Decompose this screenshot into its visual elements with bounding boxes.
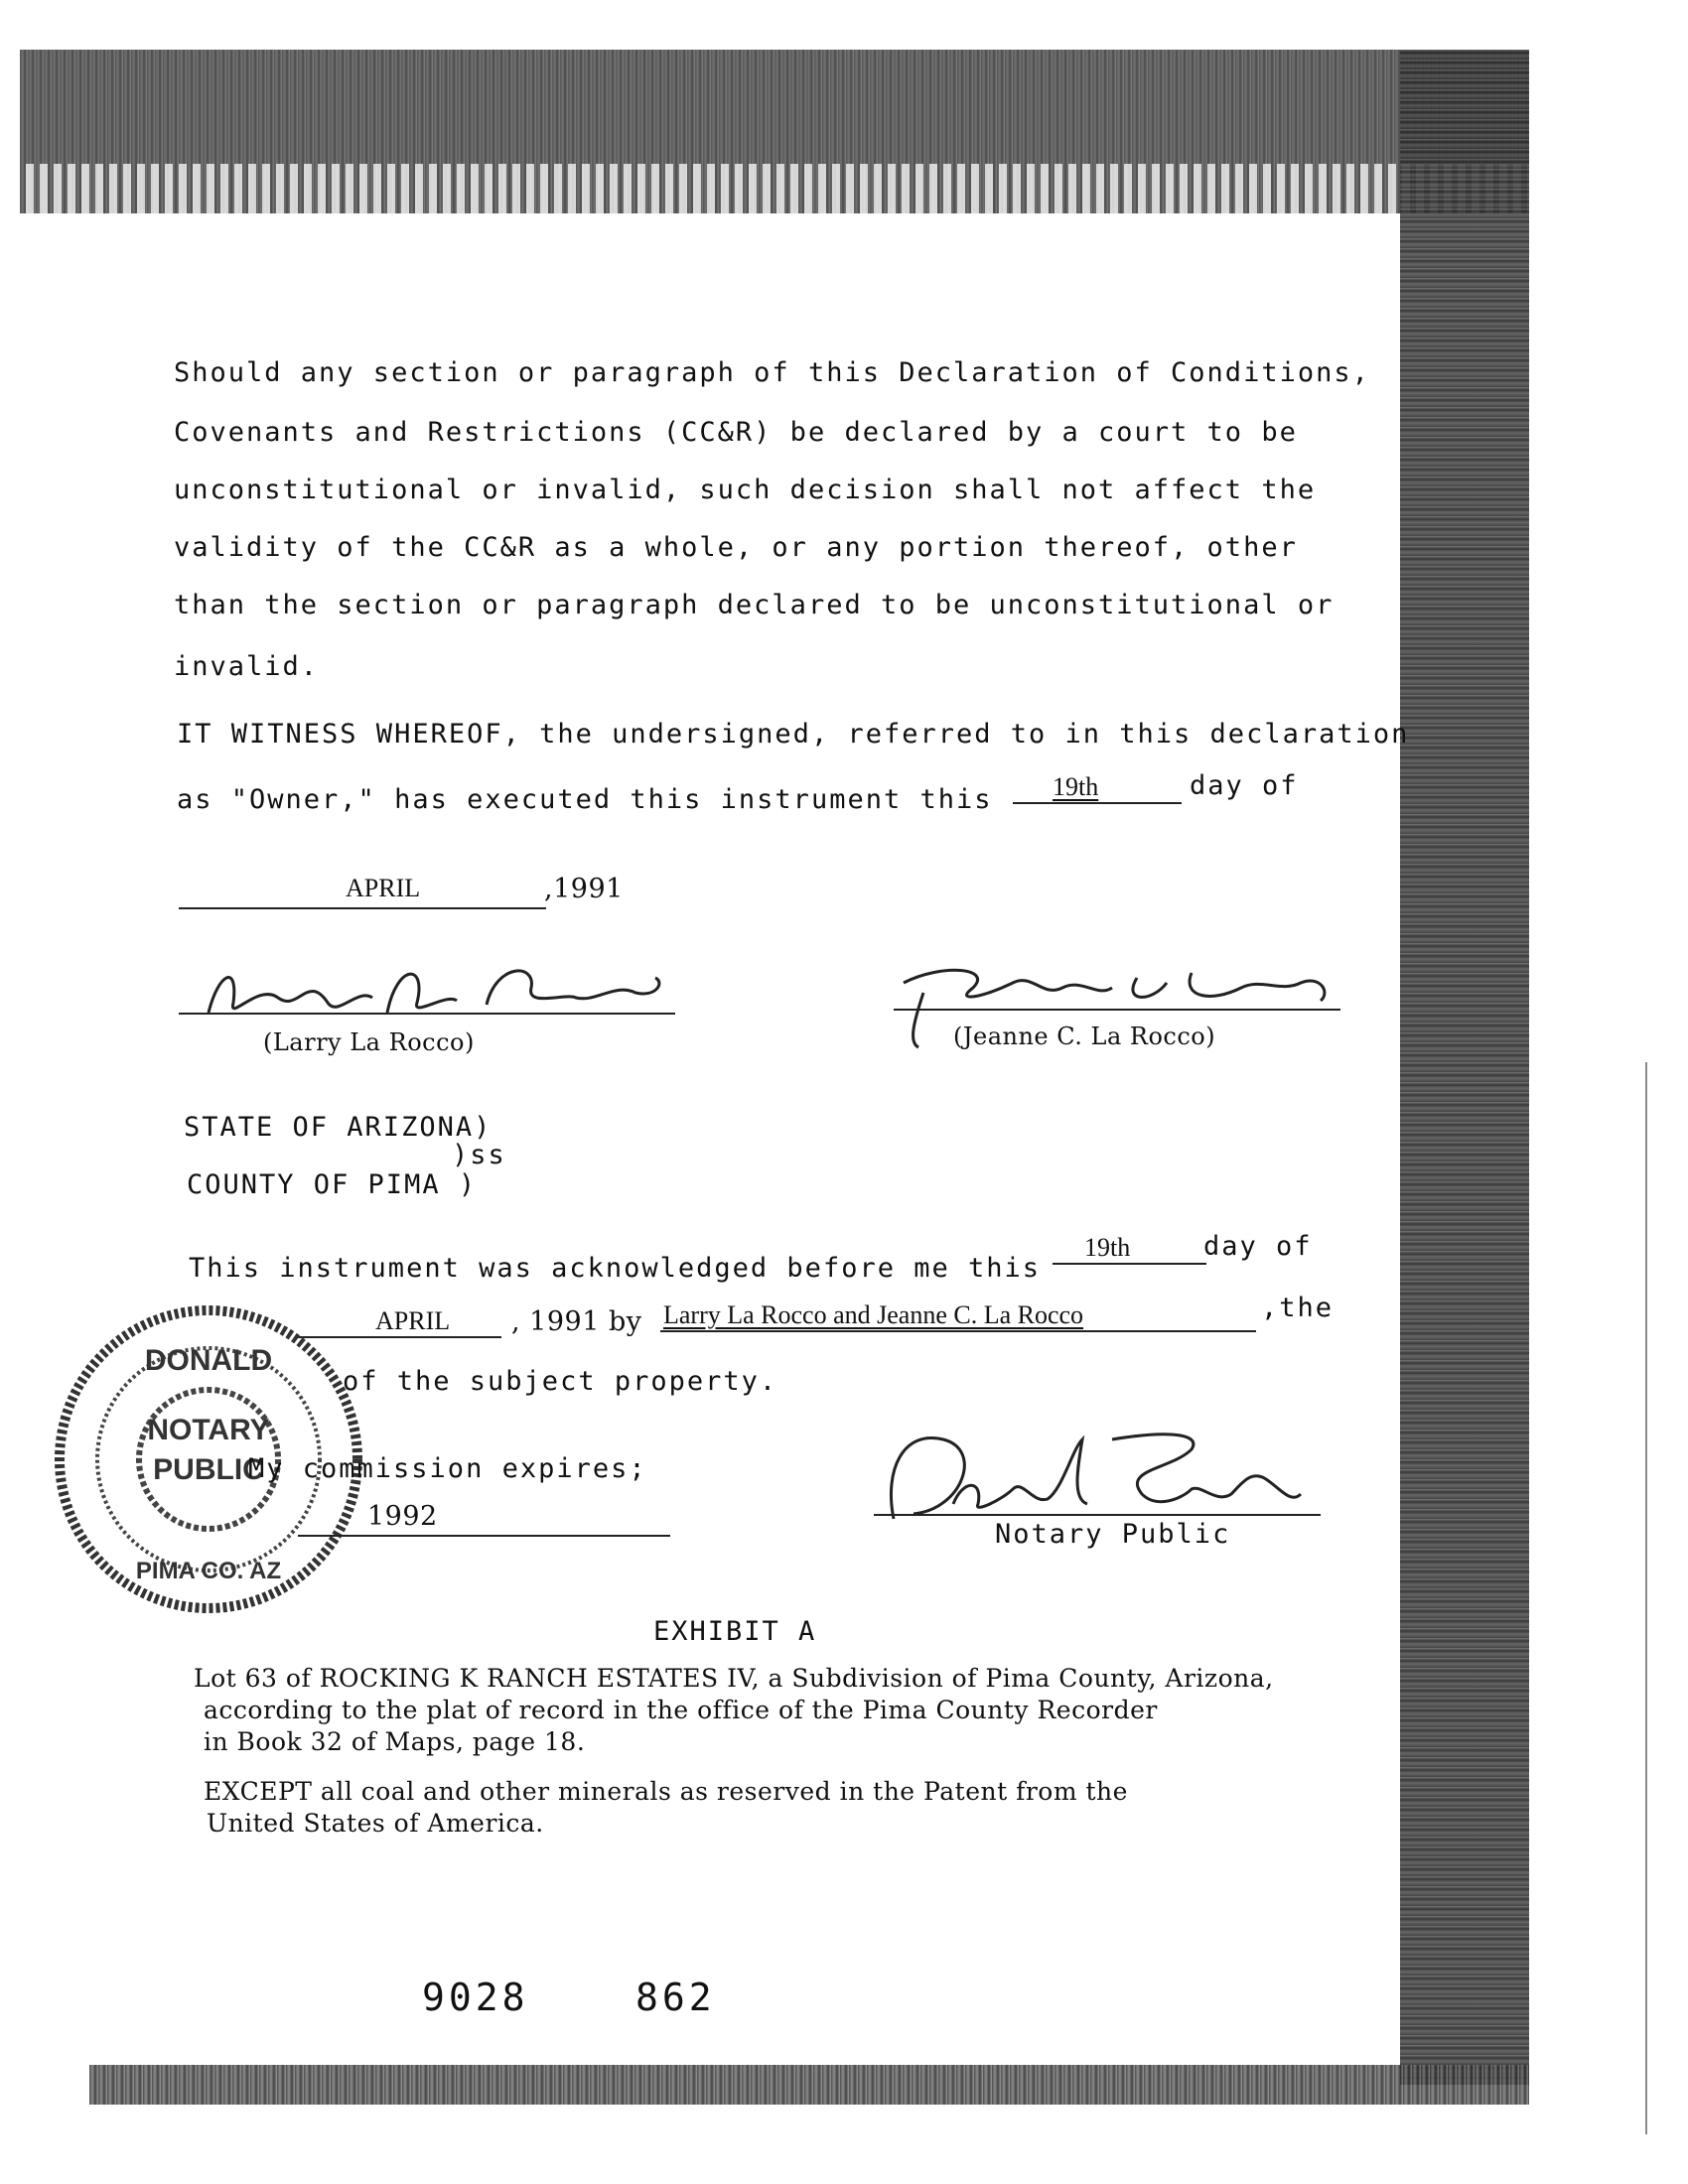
- exhibit-line: according to the plat of record in the office of the Pima County Recorder: [204, 1696, 1158, 1724]
- owner1-printed-name: (Larry La Rocco): [263, 1028, 475, 1056]
- paragraph-line: Should any section or paragraph of this Declaration of Conditions,: [174, 357, 1370, 388]
- scan-border-top: [20, 50, 1529, 213]
- paragraph-line: invalid.: [174, 651, 320, 682]
- ack-the: ,the: [1261, 1293, 1335, 1323]
- commission-date-underline: [298, 1535, 670, 1537]
- witness-month: APRIL: [346, 874, 421, 902]
- exhibit-heading: EXHIBIT A: [653, 1616, 817, 1647]
- scan-border-right: [1400, 50, 1529, 2085]
- recording-page: 862: [635, 1976, 716, 2019]
- ack-line-1-prefix: This instrument was acknowledged before me this: [189, 1253, 1042, 1284]
- ack-month: APRIL: [375, 1306, 451, 1335]
- venue-state: STATE OF ARIZONA): [184, 1112, 492, 1143]
- ack-day: 19th: [1084, 1233, 1131, 1262]
- seal-text-public: PUBLIC: [153, 1453, 264, 1486]
- owner1-signature-line: [179, 1013, 675, 1015]
- paragraph-line: unconstitutional or invalid, such decision shall not affect the: [174, 475, 1317, 505]
- exhibit-line: Lot 63 of ROCKING K RANCH ESTATES IV, a Subdivision of Pima County, Arizona,: [194, 1664, 1274, 1693]
- owner2-printed-name: (Jeanne C. La Rocco): [953, 1023, 1216, 1050]
- ack-names-underline: [660, 1330, 1256, 1332]
- witness-line-1: IT WITNESS WHEREOF, the undersigned, referred to in this declaration: [177, 719, 1410, 750]
- notary-title: Notary Public: [995, 1519, 1231, 1550]
- seal-text-notary: NOTARY: [147, 1414, 270, 1446]
- owner2-signature-line: [894, 1009, 1340, 1011]
- paragraph-line: Covenants and Restrictions (CC&R) be declared by a court to be: [174, 417, 1298, 448]
- seal-text-county: PIMA CO. AZ: [135, 1558, 282, 1584]
- witness-year: ,1991: [544, 874, 624, 904]
- seal-text-name: DONALD: [144, 1344, 273, 1377]
- commission-label: My commission expires;: [248, 1453, 647, 1484]
- ack-year-by: , 1991 by: [511, 1306, 642, 1337]
- paragraph-line: validity of the CC&R as a whole, or any portion thereof, other: [174, 532, 1298, 563]
- venue-county: COUNTY OF PIMA ): [187, 1169, 478, 1200]
- witness-line-2-suffix: day of: [1190, 770, 1299, 801]
- witness-day: 19th: [1053, 772, 1099, 801]
- ack-names: Larry La Rocco and Jeanne C. La Rocco: [663, 1300, 1084, 1329]
- witness-line-2-prefix: as "Owner," has executed this instrument this: [177, 784, 993, 815]
- exhibit-except-line: United States of America.: [207, 1809, 544, 1838]
- commission-date: 1992: [367, 1501, 438, 1532]
- ack-line-1-suffix: day of: [1203, 1231, 1313, 1262]
- ack-line-3: of the subject property.: [343, 1366, 778, 1397]
- venue-ss: )ss: [452, 1140, 506, 1170]
- witness-day-underline: [1013, 802, 1182, 804]
- exhibit-except-line: EXCEPT all coal and other minerals as reserved in the Patent from the: [204, 1777, 1128, 1806]
- recording-docket: 9028: [422, 1976, 529, 2019]
- witness-month-underline: [179, 907, 546, 909]
- scan-edge-line: [1645, 1062, 1647, 2134]
- scan-border-bottom: [89, 2065, 1529, 2105]
- ack-day-underline: [1053, 1263, 1206, 1265]
- exhibit-line: in Book 32 of Maps, page 18.: [204, 1727, 586, 1756]
- owner1-signature: [189, 943, 685, 1032]
- paragraph-line: than the section or paragraph declared to be unconstitutional or: [174, 590, 1335, 620]
- notary-signature-line: [874, 1514, 1321, 1516]
- notary-signature: [874, 1410, 1311, 1529]
